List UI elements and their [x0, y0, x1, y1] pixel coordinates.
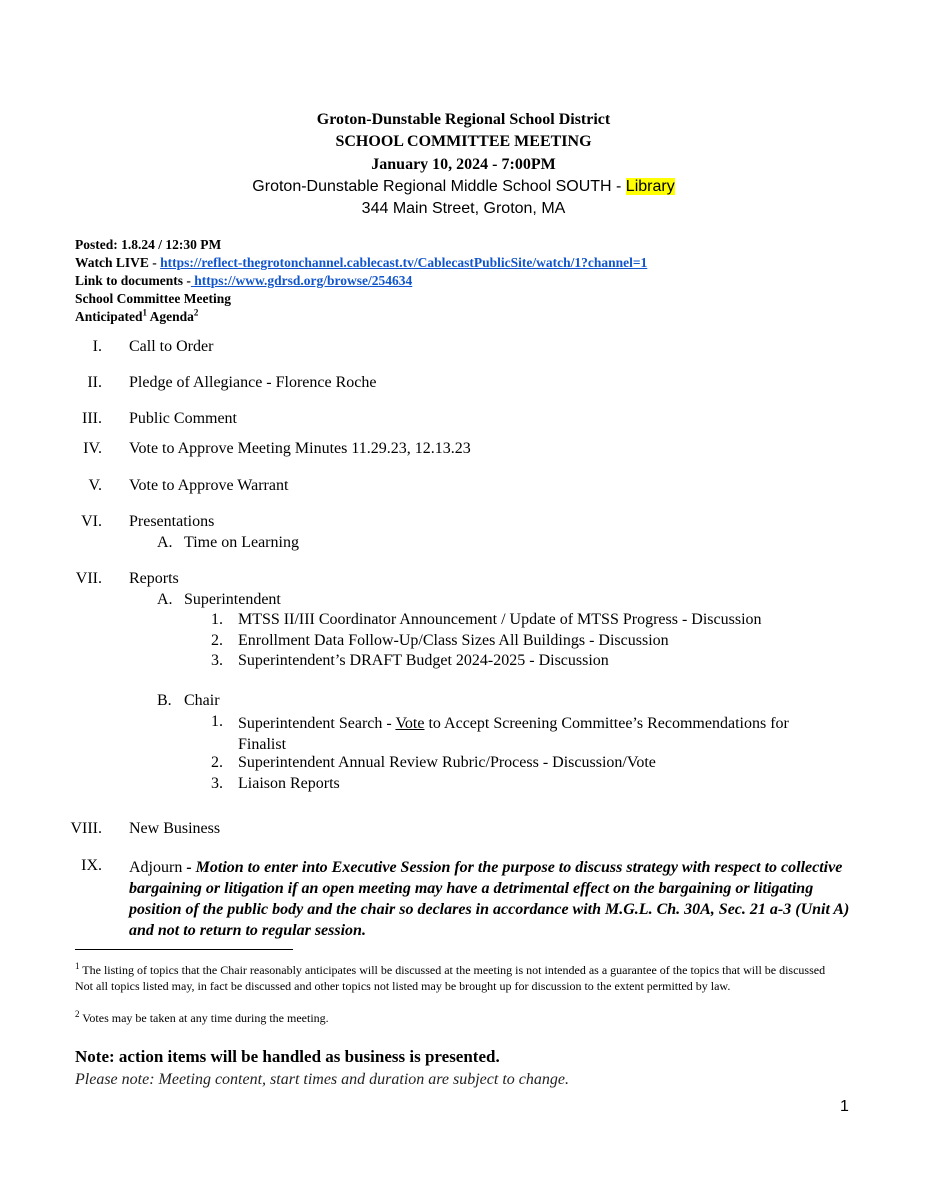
sub-sub-item: Superintendent Annual Review Rubric/Process - Discussion/Vote [238, 754, 656, 771]
sub-sub-item: Superintendent’s DRAFT Budget 2024-2025 - Discussion [238, 652, 609, 669]
agenda-item: Presentations [129, 513, 215, 530]
location-text: Groton-Dunstable Regional Middle School SOUTH - [252, 178, 626, 195]
item-number: V. [88, 477, 102, 494]
footnote-text: The listing of topics that the Chair reasonably anticipates will be discussed at the meeting is not intended as a guarantee of the topics that will be discussed Not all topics listed may, in fact be discussed and other topics not listed may be brought up for discussion to the extent permitted by law. [75, 963, 826, 993]
sub-item: Time on Learning [184, 534, 299, 551]
watch-live-link[interactable]: https://reflect-thegrotonchannel.cablecast.tv/CablecastPublicSite/watch/1?channel=1 [160, 255, 648, 270]
item-number: VII. [75, 570, 102, 587]
footnote-marker: 1 [75, 961, 80, 971]
footnote-ref-2[interactable]: 2 [193, 307, 199, 318]
sub-sub-number: 2. [211, 754, 223, 771]
executive-session-motion: - Motion to enter into Executive Session for the purpose to discuss strategy with respect to collective bargaining or litigation if an open meeting may have a detrimental effect on the bargaining or litigating position of the public body and the chair so declares in accordance with M.G.L. Ch. 30A, Sec. 21 a-3 (Unit A) and not to return to regular session. [129, 859, 850, 939]
footnote-2 [75, 1010, 845, 1026]
agenda-item: Vote to Approve Meeting Minutes 11.29.23, 12.13.23 [129, 440, 471, 457]
committee-line: School Committee Meeting [75, 291, 231, 306]
item-number: VI. [81, 513, 102, 530]
sub-sub-number: 1. [211, 611, 223, 628]
watch-line [75, 254, 647, 272]
anticipated-text: Anticipated [75, 309, 143, 324]
agenda-item: Public Comment [129, 410, 237, 427]
sub-item-label: B. [157, 692, 172, 709]
footnote-divider [75, 949, 293, 950]
footnote-marker: 2 [75, 1009, 80, 1019]
item-number: IV. [83, 440, 102, 457]
agenda-item: Call to Order [129, 338, 214, 355]
sub-item-label: A. [157, 534, 173, 551]
sub-sub-item [238, 713, 838, 755]
meeting-title: SCHOOL COMMITTEE MEETING [335, 133, 592, 150]
sub-item: Chair [184, 692, 220, 709]
footnote-text: Votes may be taken at any time during the meeting. [79, 1011, 329, 1025]
watch-label: Watch LIVE - [75, 255, 161, 270]
sub-sub-item: MTSS II/III Coordinator Announcement / Update of MTSS Progress - Discussion [238, 611, 762, 628]
footnote-1 [75, 962, 845, 994]
sub-sub-number: 3. [211, 775, 223, 792]
sub-sub-number: 3. [211, 652, 223, 669]
meeting-address: 344 Main Street, Groton, MA [361, 200, 566, 217]
item-number: III. [82, 410, 102, 427]
item-number: IX. [81, 857, 102, 874]
agenda-item: Vote to Approve Warrant [129, 477, 289, 494]
b1-suffix: to Accept Screening Committee’s Recommendations for Finalist [238, 715, 789, 753]
agenda-item [129, 857, 854, 941]
documents-label: Link to documents - [75, 273, 191, 288]
documents-link[interactable]: https://www.gdrsd.org/browse/254634 [190, 273, 413, 288]
meeting-location [0, 178, 927, 196]
agenda-item: New Business [129, 820, 221, 837]
item-number: II. [87, 374, 102, 391]
sub-sub-item: Liaison Reports [238, 775, 340, 792]
agenda-heading [75, 308, 198, 326]
sub-item-label: A. [157, 591, 173, 608]
agenda-item: Reports [129, 570, 179, 587]
vote-text: Vote [395, 715, 425, 732]
footnote-ref-1[interactable]: 1 [142, 307, 147, 318]
documents-line [75, 272, 412, 290]
sub-item: Superintendent [184, 591, 281, 608]
item-number: VIII. [70, 820, 102, 837]
adjourn-text: Adjourn [129, 859, 183, 876]
sub-sub-item: Enrollment Data Follow-Up/Class Sizes All Buildings - Discussion [238, 632, 669, 649]
page-number: 1 [840, 1098, 849, 1115]
action-items-note: Note: action items will be handled as business is presented. [75, 1047, 500, 1066]
posted-line: Posted: 1.8.24 / 12:30 PM [75, 237, 222, 252]
agenda-item: Pledge of Allegiance - Florence Roche [129, 374, 377, 391]
sub-sub-number: 2. [211, 632, 223, 649]
meeting-date: January 10, 2024 - 7:00PM [371, 156, 556, 173]
agenda-text: Agenda [147, 309, 194, 324]
change-note: Please note: Meeting content, start times and duration are subject to change. [75, 1071, 569, 1088]
district-name: Groton-Dunstable Regional School District [316, 111, 611, 128]
b1-prefix: Superintendent Search - [238, 715, 396, 732]
location-highlight: Library [625, 178, 675, 195]
sub-sub-number: 1. [211, 713, 223, 730]
item-number: I. [92, 338, 102, 355]
